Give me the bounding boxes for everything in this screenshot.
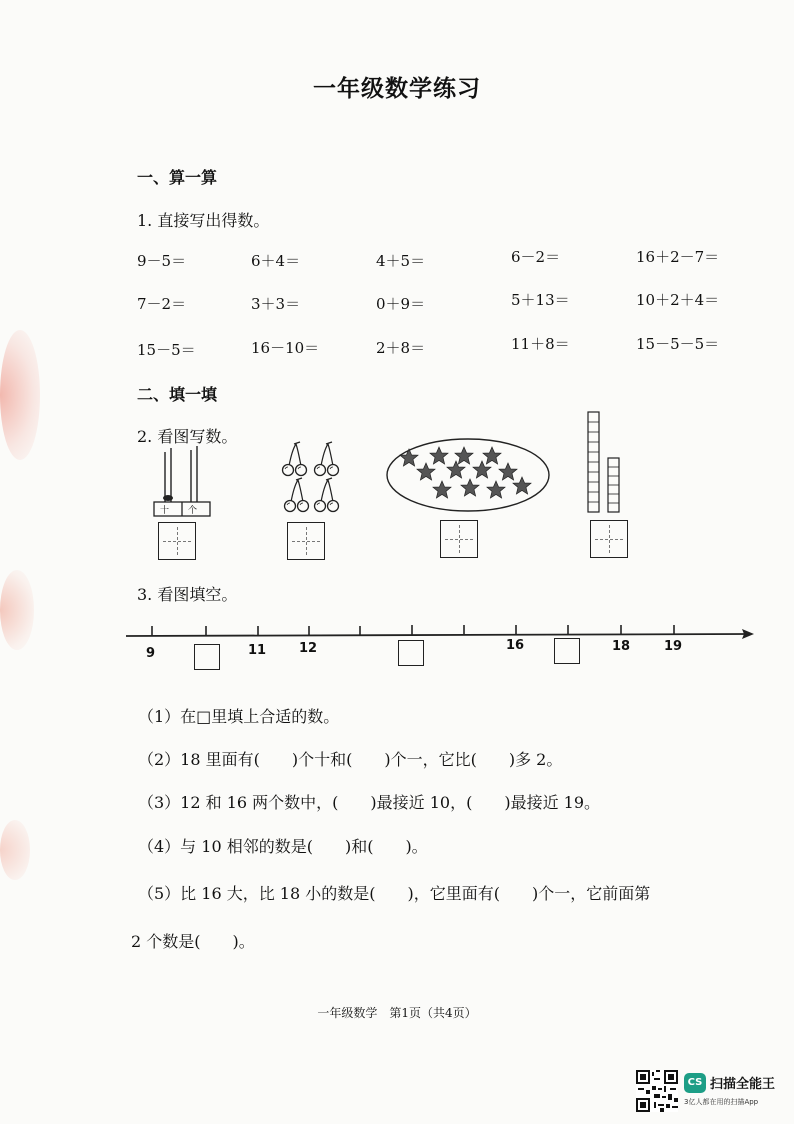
fill-item-5-continued: 2 个数是( )。: [131, 932, 255, 951]
page-smudge: [0, 820, 30, 880]
number-line: [124, 622, 756, 646]
equation: 4＋5＝: [376, 252, 426, 270]
equation: 7－2＝: [137, 295, 187, 313]
camscanner-logo: CS: [684, 1073, 706, 1093]
fill-item-2: （2）18 里面有( )个十和( )个一，它比( )多 2。: [138, 750, 563, 769]
equation: 11＋8＝: [511, 335, 570, 353]
equation: 0＋9＝: [376, 295, 426, 313]
qr-code-icon: [636, 1070, 678, 1112]
camscanner-tagline: 3亿人都在用的扫描App: [684, 1098, 759, 1106]
answer-box-cherries[interactable]: [287, 522, 325, 560]
equation: 15－5＝: [137, 341, 196, 359]
abacus-image: [148, 446, 218, 518]
number-line-label: 18: [612, 639, 631, 654]
page-smudge: [0, 570, 34, 650]
question-3-prompt: 3. 看图填空。: [137, 585, 238, 604]
equation: 3＋3＝: [251, 295, 301, 313]
number-line-label: 11: [248, 643, 267, 658]
fill-item-5: （5）比 16 大，比 18 小的数是( )，它里面有( )个一，它前面第: [138, 884, 651, 903]
cherries-image: [278, 440, 344, 516]
equation: 10＋2＋4＝: [636, 291, 720, 309]
equation: 6＋4＝: [251, 252, 301, 270]
stars-image: [384, 436, 552, 514]
number-line-label: 12: [299, 641, 318, 656]
number-line-blank-box[interactable]: [194, 644, 220, 670]
base-ten-blocks-image: [586, 410, 626, 514]
abacus-tens-label: 十: [160, 506, 170, 516]
answer-box-abacus[interactable]: [158, 522, 196, 560]
equation: 16＋2－7＝: [636, 248, 720, 266]
equation: 6－2＝: [511, 248, 561, 266]
number-line-label: 19: [664, 639, 683, 654]
answer-box-blocks[interactable]: [590, 520, 628, 558]
section-heading-fill: 二、填一填: [137, 385, 218, 404]
number-line-label: 9: [146, 646, 156, 661]
number-line-blank-box[interactable]: [398, 640, 424, 666]
fill-item-4: （4）与 10 相邻的数是( )和( )。: [138, 837, 428, 856]
number-line-label: 16: [506, 638, 525, 653]
page-smudge: [0, 330, 40, 460]
camscanner-name: 扫描全能王: [710, 1077, 776, 1092]
question-1-prompt: 1. 直接写出得数。: [137, 211, 270, 230]
equation: 9－5＝: [137, 252, 187, 270]
equation: 15－5－5＝: [636, 335, 720, 353]
number-line-blank-box[interactable]: [554, 638, 580, 664]
equation: 2＋8＝: [376, 339, 426, 357]
page-footer: 一年级数学 第1页（共4页）: [317, 1006, 477, 1020]
answer-box-stars[interactable]: [440, 520, 478, 558]
abacus-ones-label: 个: [188, 506, 198, 516]
equation: 5＋13＝: [511, 291, 570, 309]
fill-item-3: （3）12 和 16 两个数中，( )最接近 10，( )最接近 19。: [138, 793, 601, 812]
question-2-prompt: 2. 看图写数。: [137, 427, 238, 446]
page-title: 一年级数学练习: [313, 76, 481, 102]
fill-item-1: （1）在□里填上合适的数。: [138, 707, 340, 726]
equation: 16－10＝: [251, 339, 320, 357]
section-heading-calculate: 一、算一算: [137, 168, 218, 187]
